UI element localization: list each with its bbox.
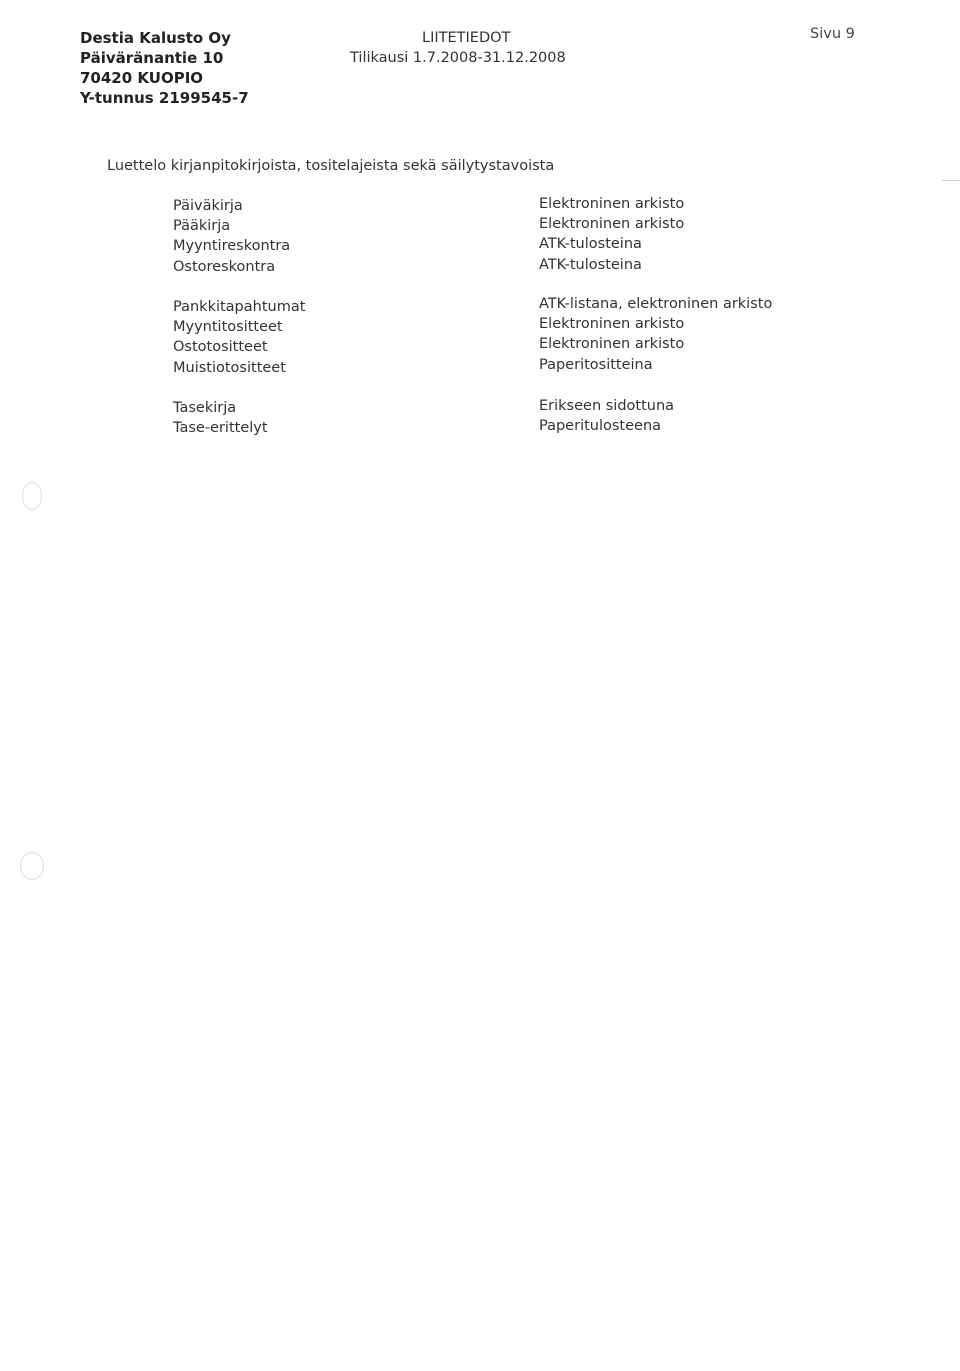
storage-item: Paperitositteina [539,356,653,373]
storage-item: Erikseen sidottuna [539,398,675,414]
book-item: Muistiotositteet [173,359,286,376]
books-group-1 [173,196,290,277]
book-item: Tase-erittelyt [173,420,268,437]
book-item: Myyntireskontra [173,238,291,255]
storage-item: Elektroninen arkisto [539,316,685,333]
punch-hole-mark [22,482,42,510]
book-item: Myyntitositteet [173,319,283,336]
storage-item: ATK-tulosteina [539,256,642,273]
company-block [80,28,249,108]
storage-group-3 [539,396,674,436]
storage-item: Elektroninen arkisto [539,336,685,353]
company-postal: 70420 KUOPIO [80,69,204,87]
book-item: Ostoreskontra [173,258,276,275]
storage-item: Elektroninen arkisto [539,216,685,233]
header-center [350,28,566,68]
storage-group-2 [539,294,772,375]
margin-mark [942,180,960,181]
storage-item: ATK-listana, elektroninen arkisto [539,296,773,312]
storage-group-1 [539,194,684,275]
page-number: Sivu 9 [810,26,855,42]
books-group-2 [173,297,305,378]
book-item: Tasekirja [173,400,237,416]
company-name: Destia Kalusto Oy [80,29,231,47]
document-title: LIITETIEDOT [422,30,511,46]
storage-item: ATK-tulosteina [539,236,642,253]
company-business-id: Y-tunnus 2199545-7 [80,89,249,107]
book-item: Pääkirja [173,218,231,235]
book-item: Ostotositteet [173,339,268,356]
storage-item: Paperitulosteena [539,418,662,435]
fiscal-period: Tilikausi 1.7.2008-31.12.2008 [350,50,566,66]
company-street: Päiväränantie 10 [80,49,224,67]
punch-hole-mark [20,852,44,880]
storage-item: Elektroninen arkisto [539,196,685,212]
book-item: Pankkitapahtumat [173,299,306,315]
books-group-3 [173,398,268,438]
section-heading: Luettelo kirjanpitokirjoista, tositelajeista sekä säilytystavoista [107,158,555,174]
book-item: Päiväkirja [173,198,243,214]
